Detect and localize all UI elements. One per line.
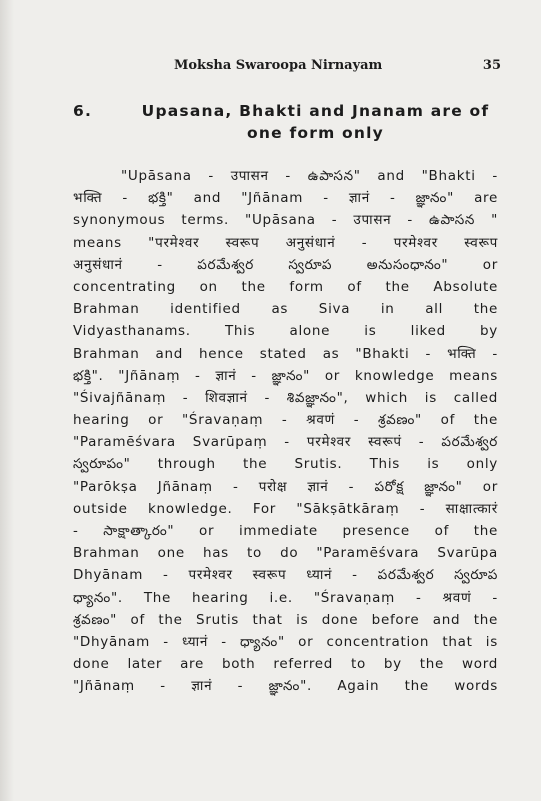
section-title: Upasana, Bhakti and Jnanam are of one form only [141,102,490,142]
text-line: శ్రవణం" of the Srutis that is done before and the [73,611,498,628]
page-edge [0,0,14,801]
text-line: "Jñānaṃ - ज्ञानं - జ్ఞానం". Again the words [73,678,498,695]
text-line: done later are both referred to by the word [73,656,498,673]
page-number: 35 [482,58,501,73]
text-line: "Upāsana - उपासन - ఉపాసన" and "Bhakti - [121,168,498,184]
text-line: "Śivajñānaṃ - शिवज्ञानं - శివజ్ఞానం", which is called [73,389,498,406]
book-title: Moksha Swaroopa Nirnayam [174,58,383,73]
text-line: Brahman identified as Siva in all the [73,301,498,318]
text-line: अनुसंधानं - పరమేశ్వర స్వరూప అనుసంధానం" or [73,256,498,273]
text-line: synonymous terms. "Upāsana - उपासन - ఉపాసన " [73,212,498,229]
body-paragraph [73,165,498,698]
text-line: outside knowledge. For "Sākṣātkāraṃ - साक्षात्कारं [73,500,498,517]
running-header [80,58,501,76]
text-line: భక్తి". "Jñānaṃ - ज्ञानं - జ్ఞానం" or knowledge means [73,367,498,384]
text-line: concentrating on the form of the Absolute [73,278,498,295]
text-line: "Paramēśvara Svarūpaṃ - परमेश्वर स्वरूपं - పరమేశ్వర [73,434,498,451]
text-line: Brahman and hence stated as "Bhakti - भक्ति - [73,345,498,362]
text-line: Dhyānam - परमेश्वर स्वरूप ध्यानं - పరమేశ్వర స్వరూప [73,567,498,584]
text-line: Vidyasthanams. This alone is liked by [73,323,498,340]
text-line: means "परमेश्वर स्वरूप अनुसंधानं - परमेश्वर स्वरूप [73,234,498,251]
text-line: भक्ति - భక్తి" and "Jñānam - ज्ञानं - జ్ఞానం" are [73,190,498,207]
text-line: "Dhyānam - ध्यानं - ధ్యానం" or concentration that is [73,633,498,650]
text-line: hearing or "Śravaṇaṃ - श्रवणं - శ్రవణం" of the [73,412,498,429]
text-line: "Parōkṣa Jñānaṃ - परोक्ष ज्ञानं - పరోక్ష జ్ఞానం" or [73,478,498,495]
section-number: 6. [73,102,93,120]
text-line: Brahman one has to do "Paramēśvara Svarūpa [73,545,498,562]
text-line: - సాక్షాత్కారం" or immediate presence of the [73,523,498,539]
text-line: ధ్యానం". The hearing i.e. "Śravaṇaṃ - श्रवणं - [73,589,498,606]
text-line: స్వరూపం" through the Srutis. This is only [73,456,498,473]
